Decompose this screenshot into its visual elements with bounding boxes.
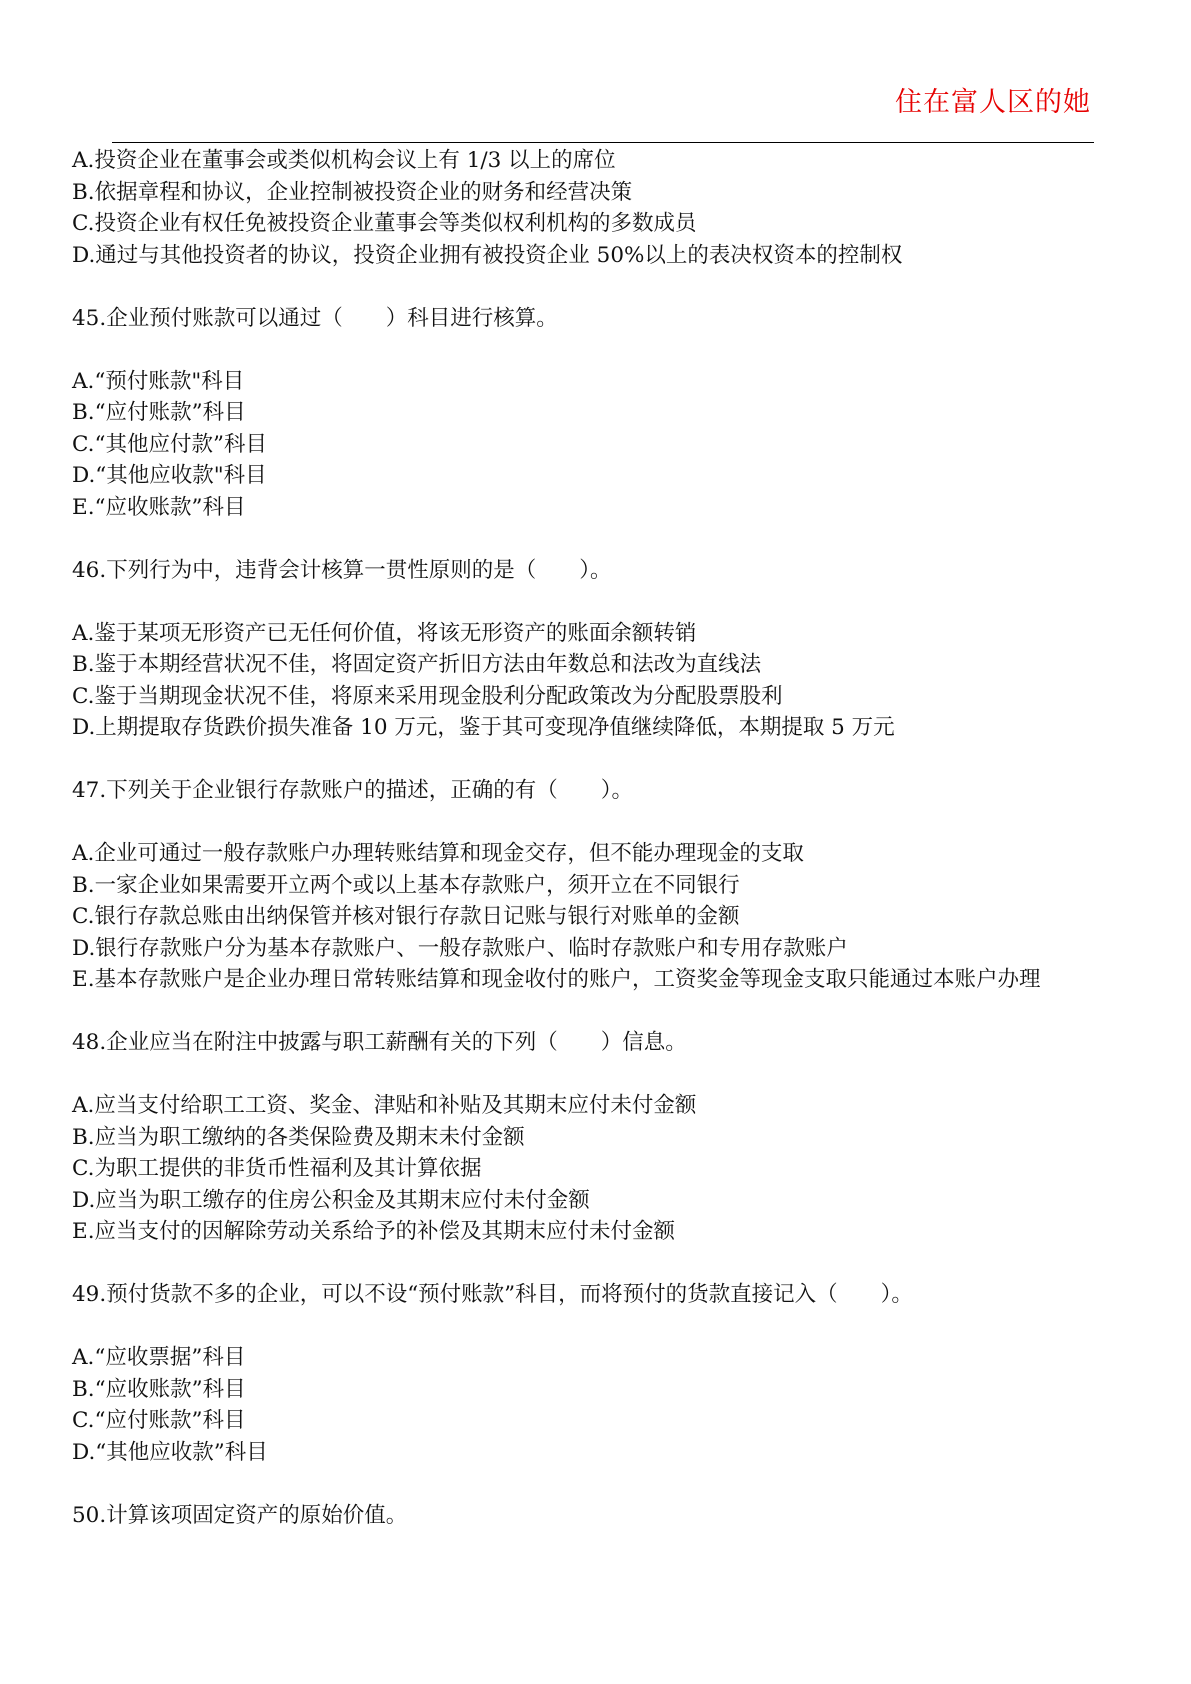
- option-item: C.为职工提供的非货币性福利及其计算依据: [72, 1156, 482, 1181]
- question-block-50: [72, 1500, 1132, 1532]
- question-block-45: [72, 303, 1132, 524]
- option-item: C.鉴于当期现金状况不佳，将原来采用现金股利分配政策改为分配股票股利: [72, 683, 783, 709]
- question-text: 46.下列行为中，违背会计核算一贯性原则的是（ ）。: [72, 557, 612, 583]
- option-item: B.应当为职工缴纳的各类保险费及期末未付金额: [72, 1124, 525, 1150]
- option-item: D.“其他应收款"科目: [72, 463, 267, 488]
- option-item: D.银行存款账户分为基本存款账户、一般存款账户、临时存款账户和专用存款账户: [72, 935, 848, 961]
- option-item: A.企业可通过一般存款账户办理转账结算和现金交存，但不能办理现金的支取: [72, 841, 804, 866]
- option-item: C.银行存款总账由出纳保管并核对银行存款日记账与银行对账单的金额: [72, 904, 740, 929]
- question-text: 45.企业预付账款可以通过（ ）科目进行核算。: [72, 305, 558, 331]
- spacer: [72, 1248, 1132, 1280]
- option-item: D.上期提取存货跌价损失准备 10 万元，鉴于其可变现净值继续降低，本期提取 5 万元: [72, 715, 895, 740]
- question-text: 50.计算该项固定资产的原始价值。: [72, 1502, 408, 1528]
- spacer: [72, 807, 1132, 839]
- option-item: A.投资企业在董事会或类似机构会议上有 1/3 以上的席位: [72, 148, 616, 173]
- spacer: [72, 334, 1132, 366]
- question-block-49: [72, 1279, 1132, 1468]
- question-content: [72, 145, 1132, 1531]
- spacer: [72, 1311, 1132, 1343]
- option-item: D.应当为职工缴存的住房公积金及其期末应付未付金额: [72, 1187, 590, 1213]
- option-item: C.“其他应付款”科目: [72, 431, 268, 457]
- question-text: 48.企业应当在附注中披露与职工薪酬有关的下列（ ）信息。: [72, 1030, 687, 1055]
- spacer: [72, 523, 1132, 555]
- question-block-48: [72, 1027, 1132, 1248]
- option-item: E.应当支付的因解除劳动关系给予的补偿及其期末应付未付金额: [72, 1219, 676, 1244]
- option-item: D.通过与其他投资者的协议，投资企业拥有被投资企业 50%以上的表决权资本的控制权: [72, 242, 903, 268]
- spacer: [72, 1059, 1132, 1091]
- spacer: [72, 271, 1132, 303]
- option-item: B.“应收账款”科目: [72, 1376, 246, 1402]
- option-item: E.“应收账款”科目: [72, 494, 246, 520]
- option-item: A.“预付账款"科目: [72, 368, 245, 394]
- option-item: C.投资企业有权任免被投资企业董事会等类似权利机构的多数成员: [72, 211, 697, 236]
- option-item: A.鉴于某项无形资产已无任何价值，将该无形资产的账面余额转销: [72, 620, 697, 646]
- spacer: [72, 1468, 1132, 1500]
- page-header-title: 住在富人区的她: [895, 87, 1091, 118]
- header-divider: [112, 142, 1094, 143]
- spacer: [72, 744, 1132, 776]
- option-item: C.“应付账款”科目: [72, 1408, 246, 1433]
- option-item: B.依据章程和协议，企业控制被投资企业的财务和经营决策: [72, 179, 633, 205]
- option-item: B.鉴于本期经营状况不佳，将固定资产折旧方法由年数总和法改为直线法: [72, 652, 762, 677]
- spacer: [72, 586, 1132, 618]
- option-item: A.应当支付给职工工资、奖金、津贴和补贴及其期末应付未付金额: [72, 1093, 697, 1118]
- option-item: B.一家企业如果需要开立两个或以上基本存款账户，须开立在不同银行: [72, 872, 740, 898]
- option-item: E.基本存款账户是企业办理日常转账结算和现金收付的账户，工资奖金等现金支取只能通过本账户办理: [72, 967, 1041, 992]
- question-block-44-options: [72, 145, 1132, 271]
- option-item: A.“应收票据”科目: [72, 1345, 246, 1370]
- option-item: B.“应付账款”科目: [72, 400, 246, 425]
- spacer: [72, 996, 1132, 1028]
- question-block-46: [72, 555, 1132, 744]
- question-text: 47.下列关于企业银行存款账户的描述，正确的有（ ）。: [72, 778, 633, 803]
- question-block-47: [72, 775, 1132, 996]
- question-text: 49.预付货款不多的企业，可以不设“预付账款”科目，而将预付的货款直接记入（ ）。: [72, 1282, 913, 1307]
- option-item: D.“其他应收款”科目: [72, 1439, 268, 1465]
